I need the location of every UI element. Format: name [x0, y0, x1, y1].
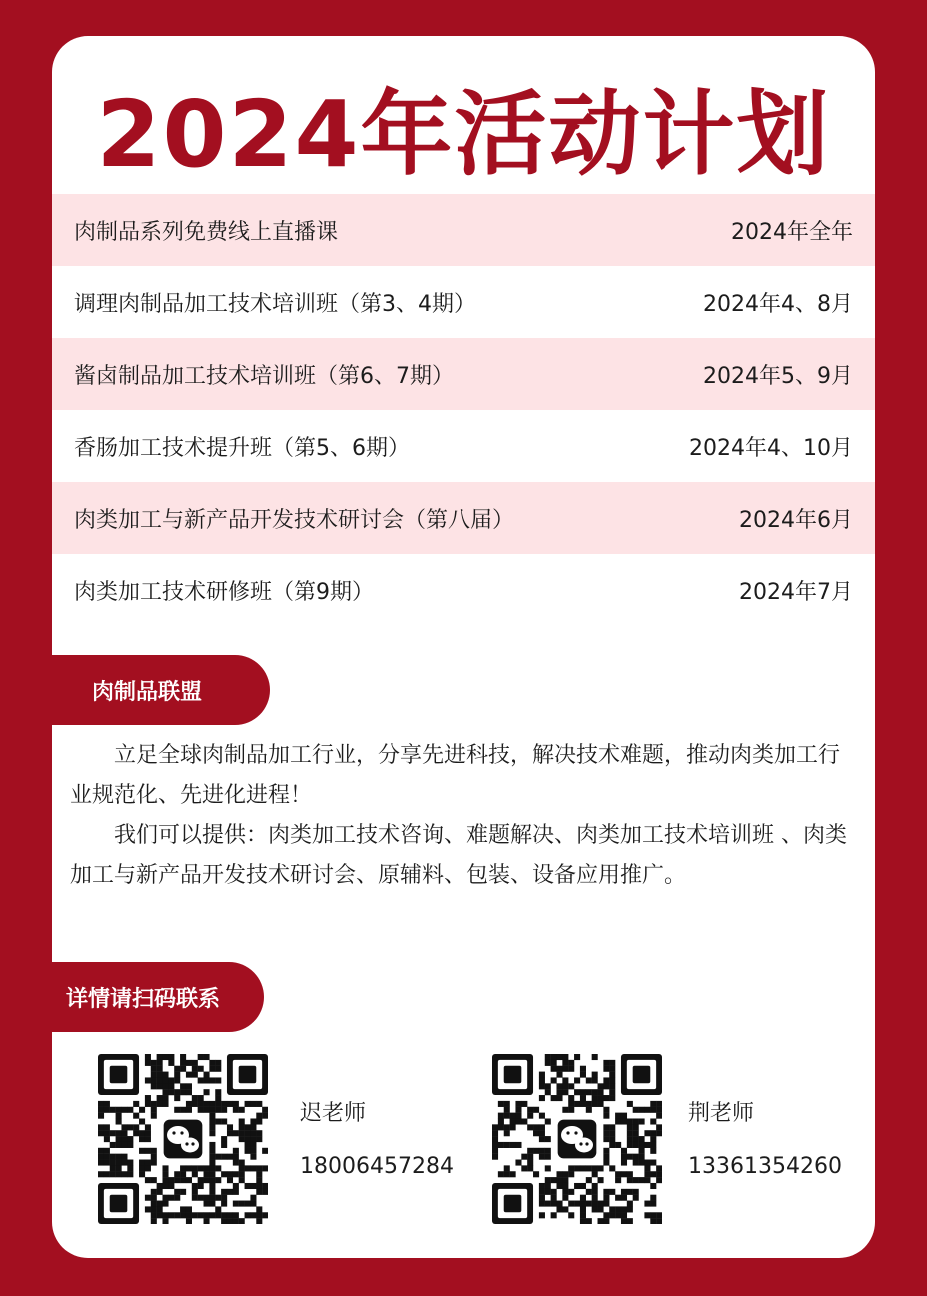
- event-name: 香肠加工技术提升班（第5、6期）: [74, 435, 410, 461]
- event-date: 2024年6月: [739, 507, 853, 533]
- event-date: 2024年4、10月: [689, 435, 853, 461]
- schedule-row: [52, 482, 875, 554]
- event-name: 肉类加工与新产品开发技术研讨会（第八届）: [74, 507, 515, 533]
- schedule-row: [52, 266, 875, 338]
- intro-paragraph: 立足全球肉制品加工行业，分享先进科技，解决技术难题，推动肉类加工行业规范化、先进化进程！: [70, 743, 841, 808]
- event-date: 2024年全年: [731, 219, 853, 245]
- wechat-qr-code-icon[interactable]: [98, 1054, 268, 1224]
- schedule-row: [52, 338, 875, 410]
- alliance-description: [70, 736, 850, 896]
- contact-phone: 18006457284: [300, 1154, 454, 1179]
- event-date: 2024年5、9月: [703, 363, 853, 389]
- page-title: 2024年活动计划: [96, 81, 831, 188]
- contact-name: 迟老师: [300, 1101, 367, 1126]
- event-name: 肉类加工技术研修班（第9期）: [74, 579, 374, 605]
- contact-phone: 13361354260: [688, 1154, 842, 1179]
- event-name: 肉制品系列免费线上直播课: [74, 219, 339, 245]
- contact-section-label: 详情请扫码联系: [52, 962, 264, 1032]
- schedule-row: [52, 410, 875, 482]
- wechat-qr-code-icon[interactable]: [492, 1054, 662, 1224]
- event-date: 2024年7月: [739, 579, 853, 605]
- schedule-row: [52, 554, 875, 626]
- schedule-row: [52, 194, 875, 266]
- event-date: 2024年4、8月: [703, 291, 853, 317]
- poster-card: [52, 36, 875, 1258]
- contact-name: 荆老师: [688, 1101, 755, 1126]
- schedule-table: [52, 194, 875, 626]
- services-paragraph: 我们可以提供：肉类加工技术咨询、难题解决、肉类加工技术培训班 、肉类加工与新产品开发技术研讨会、原辅料、包装、设备应用推广。: [70, 823, 847, 888]
- event-name: 调理肉制品加工技术培训班（第3、4期）: [74, 291, 476, 317]
- alliance-section-label: 肉制品联盟: [52, 655, 270, 725]
- event-name: 酱卤制品加工技术培训班（第6、7期）: [74, 363, 454, 389]
